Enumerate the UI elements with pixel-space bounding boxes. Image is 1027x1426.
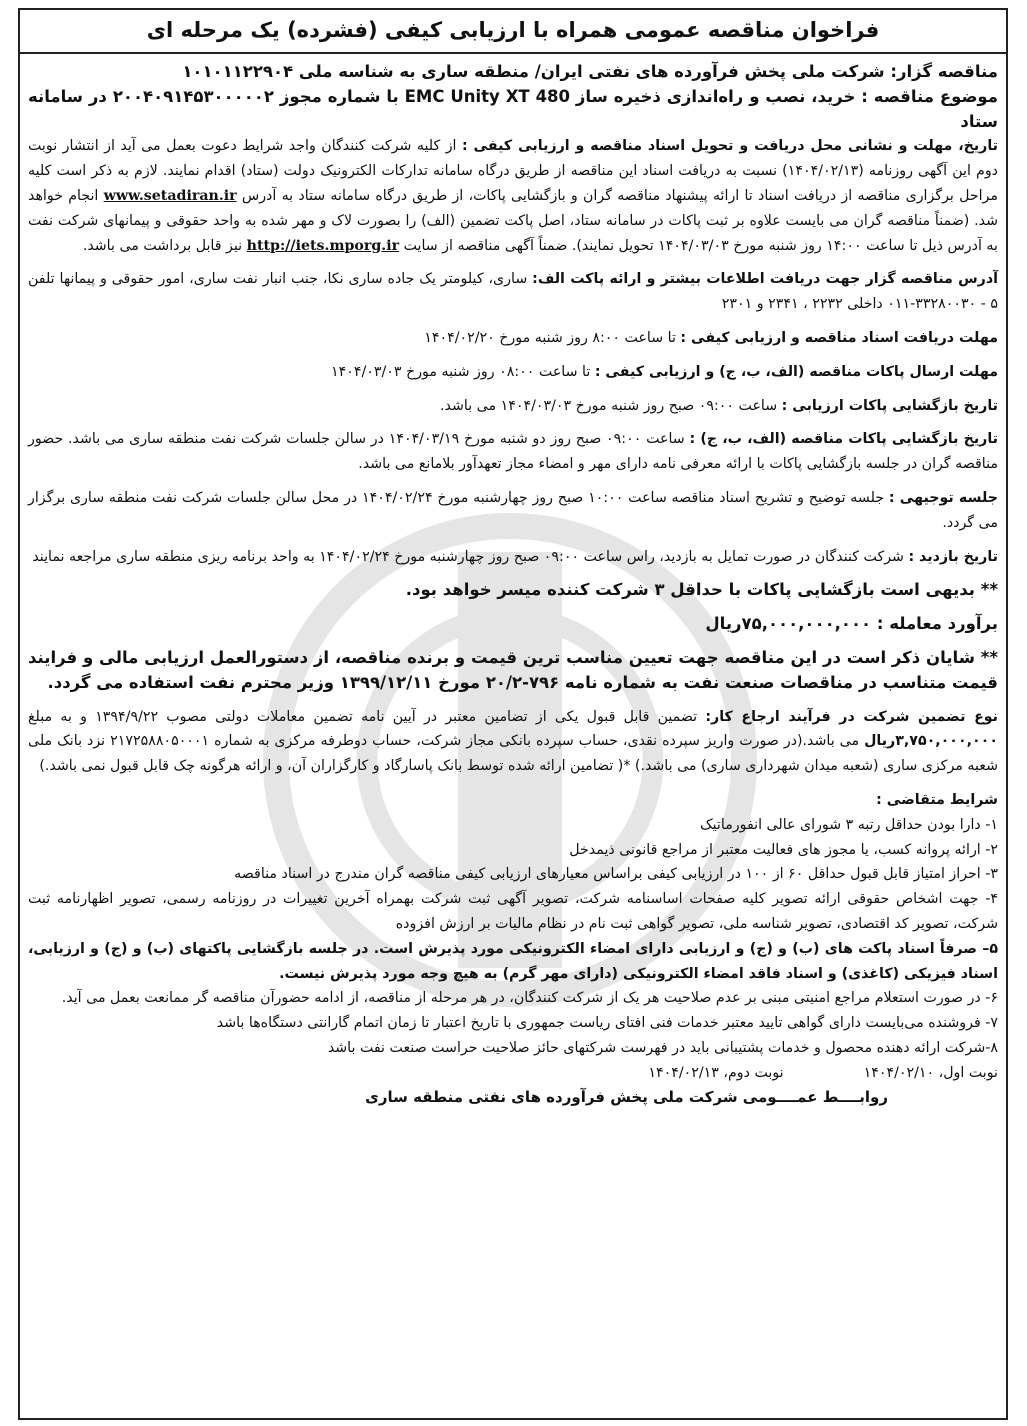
- address-text: ساری، کیلومتر یک جاده ساری نکا، جنب انبار نفت ساری، امور حقوقی و پیمانها تلفن ۵ - ۳۳۲۸۰۰۳۰-۰۱۱ داخلی ۲۲۳۲ ، ۲۳۴۱ و ۲۳۰۱: [28, 271, 998, 313]
- publish-first: نوبت اول، ۱۴۰۴/۰۲/۱۰: [863, 1064, 998, 1081]
- deadline-docs-line: [28, 326, 998, 351]
- schedule-label: تاریخ، مهلت و نشانی محل دریافت و تحویل اسناد مناقصه و ارزیابی کیفی :: [461, 138, 999, 155]
- schedule-paragraph: [28, 134, 998, 258]
- tenderer-text: شرکت ملی پخش فرآورده های نفتی ایران/ منطقه ساری به شناسه ملی ۱۰۱۰۱۱۲۲۹۰۴: [182, 62, 885, 81]
- address-paragraph: [28, 267, 998, 317]
- guarantee-label: نوع تضمین شرکت در فرآیند ارجاع کار:: [705, 708, 998, 725]
- guarantee-amount: ۳,۷۵۰,۰۰۰,۰۰۰ریال: [864, 733, 998, 750]
- requirement-item-8: ۸-شرکت ارائه دهنده محصول و خدمات پشتیبانی باید در فهرست شرکتهای حائز صلاحیت حراست صنعت نفت باشد: [327, 1039, 998, 1056]
- opening-bids-paragraph: [28, 427, 998, 477]
- schedule-text3: نیز قابل برداشت می باشد.: [82, 237, 243, 254]
- opening-eval-line: [28, 394, 998, 419]
- visit-paragraph: [28, 545, 998, 570]
- title-box: [18, 8, 1008, 54]
- opening-bids-label: تاریخ بازگشایی پاکات مناقصه (الف، ب، ج) :: [689, 431, 998, 448]
- notice-body: [28, 60, 998, 1110]
- briefing-label: جلسه توجیهی :: [888, 489, 998, 506]
- publish-dates: [28, 1061, 998, 1086]
- note-minimum-bidders: ** بدیهی است بازگشایی پاکات با حداقل ۳ شرکت کننده میسر خواهد بود.: [405, 580, 998, 600]
- setadiran-link[interactable]: www.setadiran.ir: [103, 187, 237, 204]
- requirement-item-6: ۶- در صورت استعلام مراجع امنیتی مبنی بر عدم صلاحیت هر یک از شرکت کنندگان، در هر مرحله از مناقصه، از ادامه حضورآن مناقصه گر ممانعت بعمل می آید.: [61, 990, 998, 1007]
- note-evaluation: ** شایان ذکر است در این مناقصه جهت تعیین مناسب ترین قیمت و برنده مناقصه، از دستورالعمل ارزیابی مالی و فرایند قیمت متناسب در مناقصات صنعت نفت به شماره نامه ۷۹۶-۲۰/۲ مورخ ۱۳۹۹/۱۲/۱۱ وزیر محترم نفت استفاده می گردد.: [28, 647, 998, 692]
- deadline-send-text: تا ساعت ۰۸:۰۰ روز شنبه مورخ ۱۴۰۴/۰۳/۰۳: [331, 363, 591, 380]
- requirement-item-4: ۴- جهت اشخاص حقوقی ارائه تصویر کلیه صفحات اساسنامه شرکت، تصویر آگهی ثبت شرکت بهمراه آخرین تغییرات در روزنامه رسمی، تصویر اظهارنامه ثبت شرکت، تصویر کد اقتصادی، تصویر شناسه ملی، تصویر گواهی ثبت نام در نظام مالیات بر ارزش افزوده: [28, 891, 998, 932]
- opening-bids-text: ساعت ۰۹:۰۰ صبح روز دو شنبه مورخ ۱۴۰۴/۰۳/۱۹ در سالن جلسات شرکت نفت منطقه ساری می باشد. حضور مناقصه گران در جلسه بازگشایی پاکات با ارائه معرفی نامه دارای مهر و امضاء مجاز تعهدآور بلامانع می باشد.: [28, 431, 998, 473]
- schedule-text1: از کلیه شرکت کنندگان واجد شرایط دعوت بعمل می آید از انتشار نوبت دوم این آگهی روزنامه (۱۴۰۴/۰۲/۱۳) نسبت به دریافت اسناد این مناقصه از طریق درگاه سامانه تدارکات الکترونیک دولت (ستاد) اقدام نمایند. لازم به ذکر است کلیه مراحل برگزاری مناقصه از دریافت اسناد تا ارائه پیشنهاد مناقصه گران و بازگشایی پاکات، از طریق درگاه سامانه ستاد به آدرس: [28, 138, 998, 204]
- requirement-item-2: ۲- ارائه پروانه کسب، یا مجوز های فعالیت معتبر از مراجع قانونی ذیمدخل: [569, 841, 998, 858]
- estimate-line: برآورد معامله : ۷۵,۰۰۰,۰۰۰,۰۰۰ریال: [705, 614, 998, 634]
- requirement-item-5: ۵– صرفاً اسناد پاکت های (ب) و (ج) و ارزیابی دارای امضاء الکترونیکی مورد پذیرش است. در جلسه بازگشایی پاکتهای (ب) و (ج) و ارزیابی، اسناد فیزیکی (کاغذی) و اسناد فاقد امضاء الکترونیکی (دارای مهر گرم) به هیچ وجه مورد پذیرش نیست.: [28, 940, 998, 982]
- deadline-docs-label: مهلت دریافت اسناد مناقصه و ارزیابی کیفی :: [680, 329, 998, 346]
- subject-label: موضوع مناقصه :: [861, 86, 998, 106]
- address-label: آدرس مناقصه گزار جهت دریافت اطلاعات بیشتر و ارائه پاکت الف:: [532, 271, 998, 288]
- subject-text: خرید، نصب و راه‌اندازی ذخیره ساز EMC Unity XT 480 با شماره مجوز ۲۰۰۴۰۹۱۴۵۳۰۰۰۰۰۲ در سامانه ستاد: [28, 86, 998, 131]
- guarantee-paragraph: [28, 705, 998, 779]
- visit-label: تاریخ بازدید :: [908, 548, 998, 565]
- opening-eval-label: تاریخ بازگشایی پاکات ارزیابی :: [781, 397, 998, 414]
- tenderer-label: مناقصه گزار:: [890, 62, 998, 81]
- publish-second: نوبت دوم، ۱۴۰۴/۰۲/۱۳: [648, 1064, 784, 1081]
- schedule-text2: انجام خواهد شد. (ضمناً مناقصه گران می بایست علاوه بر ثبت پاکات در سامانه ستاد، اصل پاکت تضمین (الف) را بصورت لاک و مهر شده به واحد حقوقی و پیمانهای شرکت نفت به آدرس ذیل تا ساعت ۱۴:۰۰ روز شنبه مورخ ۱۴۰۴/۰۳/۰۳ تحویل نمایند). ضمناً آگهی مناقصه از سایت: [28, 187, 998, 254]
- subject-line: [28, 85, 998, 135]
- page-title: فراخوان مناقصه عمومی همراه با ارزیابی کیفی (فشرده) یک مرحله ای: [146, 18, 880, 42]
- briefing-paragraph: [28, 486, 998, 536]
- requirements-heading: شرایط متقاضی :: [876, 791, 998, 808]
- visit-text: شرکت کنندگان در صورت تمایل به بازدید، راس ساعت ۰۹:۰۰ صبح روز چهارشنبه مورخ ۱۴۰۴/۰۲/۲۴ به واحد برنامه ریزی منطقه ساری مراجعه نمایند: [32, 548, 904, 565]
- deadline-send-label: مهلت ارسال پاکات مناقصه (الف، ب، ج) و ارزیابی کیفی :: [594, 363, 998, 380]
- tenderer-line: [28, 60, 998, 85]
- requirement-item-1: ۱- دارا بودن حداقل رتبه ۳ شورای عالی انفورماتیک: [699, 816, 998, 833]
- guarantee-text2: می باشد.(در صورت واریز سپرده نقدی، حساب سپرده بانکی مجاز شرکت، حساب دوطرفه مرکزی به شماره ۲۱۷۲۵۸۸۰۵۰۰۰۱ نزد بانک ملی شعبه مرکزی ساری (شعبه میدان شهرداری ساری) می باشد.) *( تضامین ارائه شده توسط بانک پاسارگاد و کارگزاران آن، و ارائه هرگونه چک قابل قبول نمی باشد.): [28, 733, 998, 775]
- deadline-send-line: [28, 360, 998, 385]
- requirement-item-3: ۳- احراز امتیاز قابل قبول حداقل ۶۰ از ۱۰۰ در ارزیابی کیفی براساس معیارهای ارزیابی کیفی مناقصه گران مندرج در اسناد مناقصه: [234, 866, 998, 883]
- iets-link[interactable]: http://iets.mporg.ir: [246, 237, 400, 254]
- requirements-list: [28, 813, 998, 1061]
- footer-signature: روابــــط عمــــومی شرکت ملی پخش فرآورده های نفتی منطقه ساری: [365, 1088, 888, 1107]
- opening-eval-text: ساعت ۰۹:۰۰ صبح روز شنبه مورخ ۱۴۰۴/۰۳/۰۳ می باشد.: [440, 397, 778, 414]
- deadline-docs-text: تا ساعت ۸:۰۰ روز شنبه مورخ ۱۴۰۴/۰۲/۲۰: [424, 329, 676, 346]
- requirement-item-7: ۷- فروشنده می‌بایست دارای گواهی تایید معتبر خدمات فنی افتای ریاست جمهوری با تاریخ اعتبار تا زمان اتمام گارانتی دستگاه‌ها باشد: [216, 1015, 998, 1032]
- guarantee-text1: تضمین قابل قبول یکی از تضامین معتبر در آیین نامه تضمین معاملات دولتی مصوب ۱۳۹۴/۹/۲۲ و به مبلغ: [28, 708, 698, 725]
- briefing-text: جلسه توضیح و تشریح اسناد مناقصه ساعت ۱۰:۰۰ صبح روز چهارشنبه مورخ ۱۴۰۴/۰۲/۲۴ در محل سالن جلسات شرکت نفت منطقه ساری برگزار می گردد.: [28, 489, 998, 531]
